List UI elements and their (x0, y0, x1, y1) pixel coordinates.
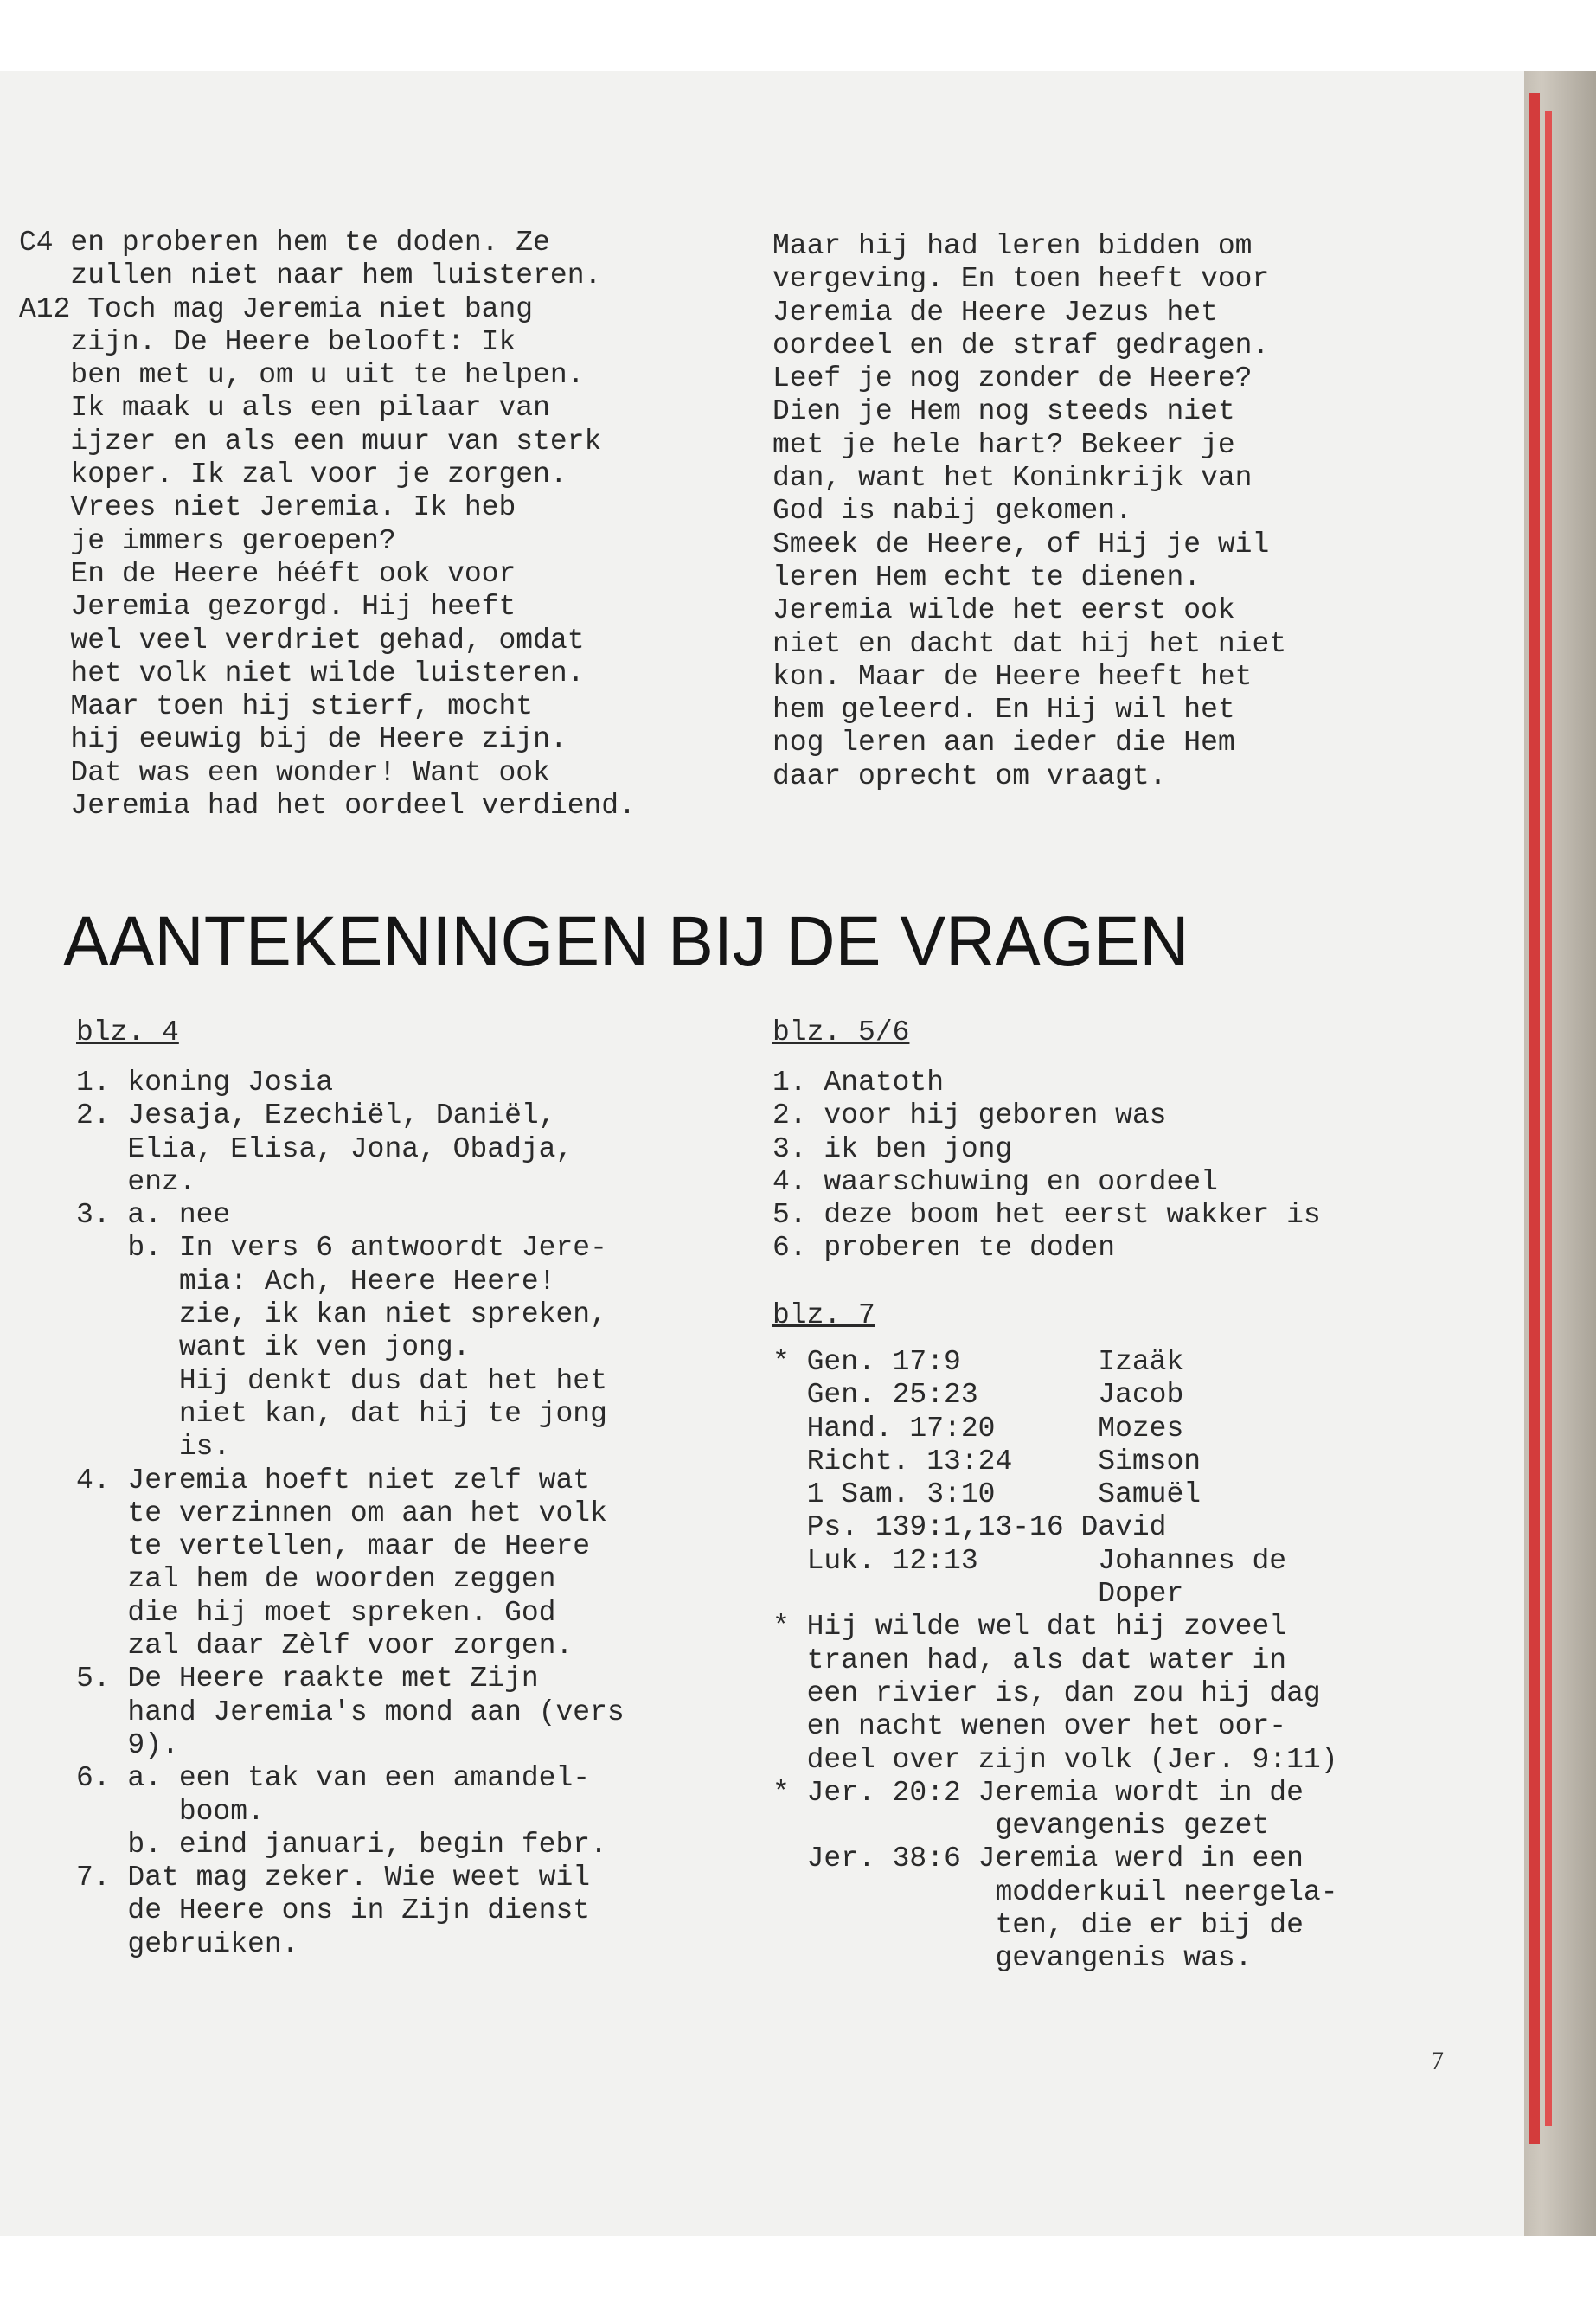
text-line: Hij denkt dus dat het het (76, 1364, 607, 1397)
text-line: 4. Jeremia hoeft niet zelf wat (76, 1464, 591, 1497)
text-line: modderkuil neergela- (772, 1875, 1338, 1908)
page-edge-red-strip-inner (1545, 111, 1552, 2126)
text-line: Jeremia had het oordeel verdiend. (19, 790, 636, 823)
notes-blz-7-list (772, 1346, 1338, 1976)
text-line: zie, ik kan niet spreken, (76, 1298, 607, 1331)
text-line: b. eind januari, begin febr. (76, 1828, 607, 1861)
text-line: ijzer en als een muur van sterk (19, 425, 602, 458)
text-line: A12 Toch mag Jeremia niet bang (19, 292, 534, 325)
notes-blz-7-title: blz. 7 (772, 1299, 875, 1331)
text-line: 3. ik ben jong (772, 1132, 1013, 1165)
text-line: kon. Maar de Heere heeft het (772, 660, 1253, 693)
text-line: oordeel en de straf gedragen. (772, 329, 1270, 362)
text-line: Vrees niet Jeremia. Ik heb (19, 491, 516, 524)
text-line: Ps. 139:1,13-16 David (772, 1511, 1167, 1544)
text-line: ten, die er bij de (772, 1909, 1304, 1942)
text-line: Jeremia de Heere Jezus het (772, 296, 1218, 329)
text-line: Elia, Elisa, Jona, Obadja, (76, 1132, 574, 1165)
text-line: met je hele hart? Bekeer je (772, 428, 1235, 461)
text-line: die hij moet spreken. God (76, 1596, 556, 1629)
page-number: 7 (1431, 2047, 1444, 2075)
notes-blz-4-list (76, 1067, 625, 1961)
text-line: wel veel verdriet gehad, omdat (19, 624, 585, 657)
text-line: deel over zijn volk (Jer. 9:11) (772, 1743, 1338, 1776)
text-line: hem geleerd. En Hij wil het (772, 694, 1235, 727)
text-line: Richt. 13:24 Simson (772, 1445, 1202, 1477)
text-line: want ik ven jong. (76, 1331, 471, 1364)
text-line: 5. deze boom het eerst wakker is (772, 1199, 1321, 1232)
upper-left-paragraph (19, 227, 636, 823)
text-line: 7. Dat mag zeker. Wie weet wil (76, 1862, 591, 1894)
text-line: vergeving. En toen heeft voor (772, 263, 1270, 296)
text-line: Maar toen hij stierf, mocht (19, 690, 534, 723)
text-line: Jer. 38:6 Jeremia werd in een (772, 1843, 1304, 1875)
page-edge-red-strip (1529, 93, 1540, 2144)
text-line: 1. Anatoth (772, 1067, 945, 1099)
text-line: gevangenis was. (772, 1942, 1253, 1975)
text-line: 5. De Heere raakte met Zijn (76, 1663, 539, 1695)
text-line: Ik maak u als een pilaar van (19, 392, 550, 425)
notes-blz-5-6-list (772, 1067, 1321, 1266)
text-line: Gen. 25:23 Jacob (772, 1379, 1184, 1412)
text-line: boom. (76, 1795, 265, 1828)
scan-bottom-margin (0, 2236, 1596, 2301)
text-line: zal daar Zèlf voor zorgen. (76, 1630, 574, 1663)
text-line: te verzinnen om aan het volk (76, 1497, 607, 1529)
text-line: koper. Ik zal voor je zorgen. (19, 458, 567, 491)
text-line: Doper (772, 1578, 1184, 1611)
text-line: 2. Jesaja, Ezechiël, Daniël, (76, 1099, 556, 1132)
text-line: God is nabij gekomen. (772, 495, 1132, 528)
text-line: 2. voor hij geboren was (772, 1099, 1167, 1132)
text-line: enz. (76, 1165, 196, 1198)
text-line: nog leren aan ieder die Hem (772, 727, 1235, 760)
text-line: * Jer. 20:2 Jeremia wordt in de (772, 1776, 1304, 1809)
text-line: 3. a. nee (76, 1199, 231, 1232)
text-line: niet en dacht dat hij het niet (772, 627, 1287, 660)
text-line: zijn. De Heere belooft: Ik (19, 325, 516, 358)
text-line: 1. koning Josia (76, 1067, 334, 1099)
text-line: leren Hem echt te dienen. (772, 561, 1202, 593)
text-line: tranen had, als dat water in (772, 1644, 1287, 1676)
text-line: mia: Ach, Heere Heere! (76, 1265, 556, 1298)
text-line: Jeremia gezorgd. Hij heeft (19, 591, 516, 624)
text-line: 9). (76, 1728, 179, 1761)
text-line: zullen niet naar hem luisteren. (19, 260, 602, 292)
text-line: zal hem de woorden zeggen (76, 1563, 556, 1596)
text-line: Dat was een wonder! Want ook (19, 756, 550, 789)
text-line: Smeek de Heere, of Hij je wil (772, 528, 1270, 561)
text-line: daar oprecht om vraagt. (772, 760, 1167, 792)
text-line: je immers geroepen? (19, 524, 396, 557)
text-line: gebruiken. (76, 1927, 299, 1960)
text-line: * Hij wilde wel dat hij zoveel (772, 1611, 1287, 1644)
text-line: 1 Sam. 3:10 Samuël (772, 1478, 1202, 1511)
text-line: Dien je Hem nog steeds niet (772, 395, 1235, 428)
text-line: Jeremia wilde het eerst ook (772, 594, 1235, 627)
text-line: Hand. 17:20 Mozes (772, 1412, 1184, 1445)
text-line: b. In vers 6 antwoordt Jere- (76, 1232, 607, 1265)
text-line: dan, want het Koninkrijk van (772, 462, 1253, 495)
text-line: * Gen. 17:9 Izaäk (772, 1346, 1184, 1378)
text-line: het volk niet wilde luisteren. (19, 657, 585, 689)
text-line: C4 en proberen hem te doden. Ze (19, 227, 550, 259)
text-line: gevangenis gezet (772, 1810, 1270, 1843)
section-heading: AANTEKENINGEN BIJ DE VRAGEN (63, 902, 1189, 981)
text-line: te vertellen, maar de Heere (76, 1530, 591, 1563)
text-line: en nacht wenen over het oor- (772, 1710, 1287, 1743)
text-line: is. (76, 1431, 231, 1464)
text-line: niet kan, dat hij te jong (76, 1397, 607, 1430)
upper-right-paragraph (772, 230, 1286, 793)
text-line: Maar hij had leren bidden om (772, 230, 1253, 262)
text-line: een rivier is, dan zou hij dag (772, 1676, 1321, 1709)
text-line: 6. proberen te doden (772, 1232, 1116, 1265)
text-line: 4. waarschuwing en oordeel (772, 1165, 1218, 1198)
text-line: ben met u, om u uit te helpen. (19, 359, 585, 392)
notes-blz-4-title: blz. 4 (76, 1016, 179, 1048)
text-line: hand Jeremia's mond aan (vers (76, 1695, 625, 1728)
text-line: 6. a. een tak van een amandel- (76, 1762, 591, 1795)
notes-blz-5-6-title: blz. 5/6 (772, 1016, 910, 1048)
text-line: Luk. 12:13 Johannes de (772, 1544, 1287, 1577)
scan-top-margin (0, 0, 1596, 71)
text-line: de Heere ons in Zijn dienst (76, 1894, 591, 1927)
text-line: hij eeuwig bij de Heere zijn. (19, 723, 567, 756)
text-line: Leef je nog zonder de Heere? (772, 362, 1253, 395)
text-line: En de Heere hééft ook voor (19, 557, 516, 590)
